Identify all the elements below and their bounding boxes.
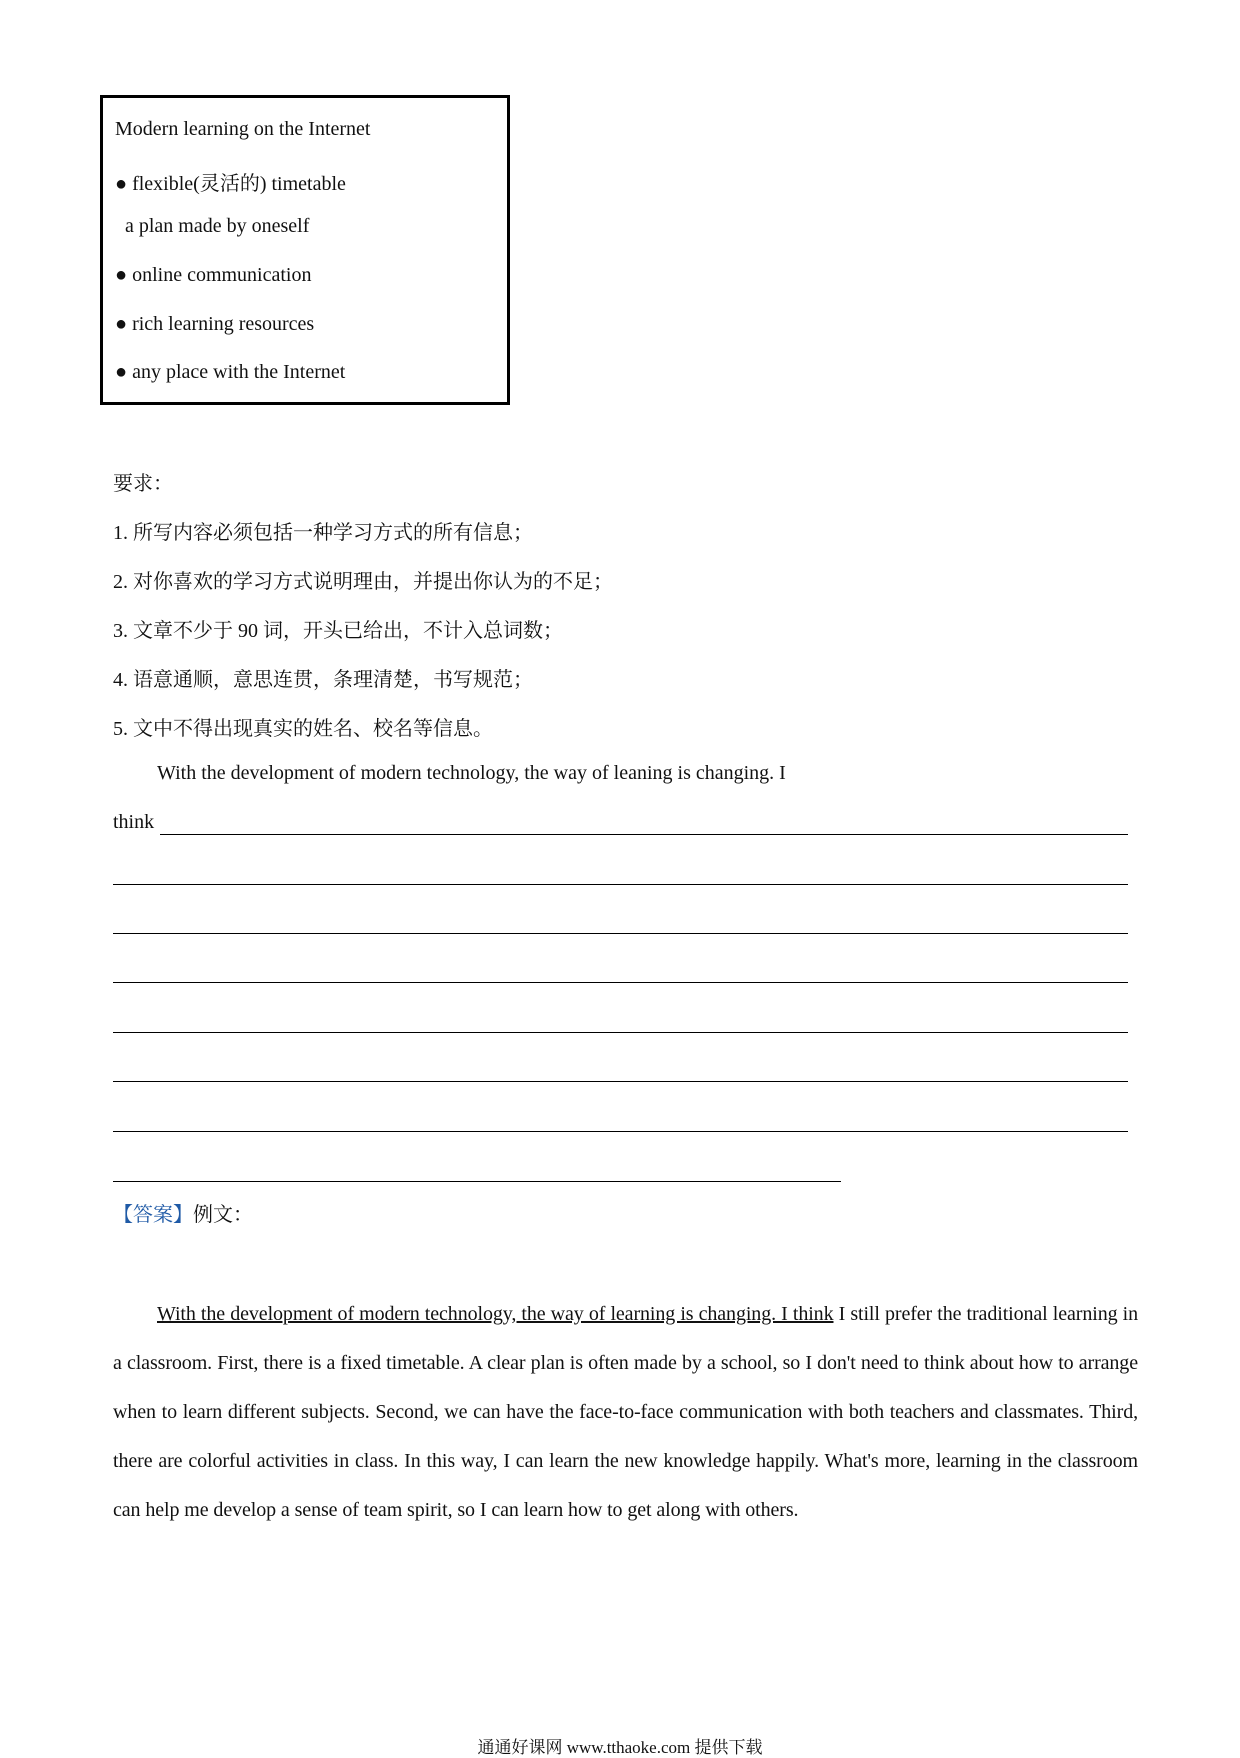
writing-line[interactable]	[113, 933, 1128, 934]
writing-line[interactable]	[113, 1032, 1128, 1033]
sample-essay	[113, 1290, 1138, 1535]
essay-body: I still prefer the traditional learning in a classroom. First, there is a fixed timetable. A clear plan is often made by a school, so I don't need to think about how to arrange when to learn different subjects. Second, we can have the face-to-face communication with both teachers and classmates. Third, there are colorful activities in class. In this way, I can learn the new knowledge happily. What's more, learning in the classroom can help me develop a sense of team spirit, so I can learn how to get along with others.	[113, 1303, 1139, 1521]
requirement-item: 1. 所写内容必须包括一种学习方式的所有信息；	[113, 522, 533, 544]
writing-line[interactable]	[113, 982, 1128, 983]
answer-tag: 【答案】	[113, 1204, 193, 1226]
requirements-heading: 要求：	[113, 473, 173, 495]
requirement-item: 4. 语意通顺，意思连贯，条理清楚，书写规范；	[113, 669, 533, 691]
info-box-item: ● rich learning resources	[115, 313, 315, 335]
writing-line[interactable]	[113, 1181, 841, 1182]
info-box-item: ● flexible(灵活的) timetable	[115, 173, 346, 195]
info-box-title: Modern learning on the Internet	[115, 118, 371, 140]
writing-line[interactable]	[113, 884, 1128, 885]
answer-label	[113, 1198, 253, 1227]
essay-given-opening: With the development of modern technology, the way of learning is changing. I think	[157, 1303, 834, 1325]
requirement-item: 2. 对你喜欢的学习方式说明理由，并提出你认为的不足；	[113, 571, 613, 593]
requirement-item: 5. 文中不得出现真实的姓名、校名等信息。	[113, 718, 493, 740]
answer-label-text: 例文：	[193, 1204, 253, 1226]
writing-line[interactable]	[160, 834, 1128, 835]
info-box-item: ● online communication	[115, 264, 312, 286]
writing-line[interactable]	[113, 1131, 1128, 1132]
info-box	[100, 95, 510, 405]
info-box-item: ● any place with the Internet	[115, 361, 346, 383]
writing-line[interactable]	[113, 1081, 1128, 1082]
page-footer: 通通好课网 www.tthaoke.com 提供下载	[477, 1738, 763, 1757]
requirement-item: 3. 文章不少于 90 词，开头已给出，不计入总词数；	[113, 620, 563, 642]
info-box-item: a plan made by oneself	[115, 215, 310, 237]
prompt-opening: With the development of modern technology, the way of leaning is changing. I	[157, 762, 786, 784]
prompt-think: think	[113, 811, 155, 833]
